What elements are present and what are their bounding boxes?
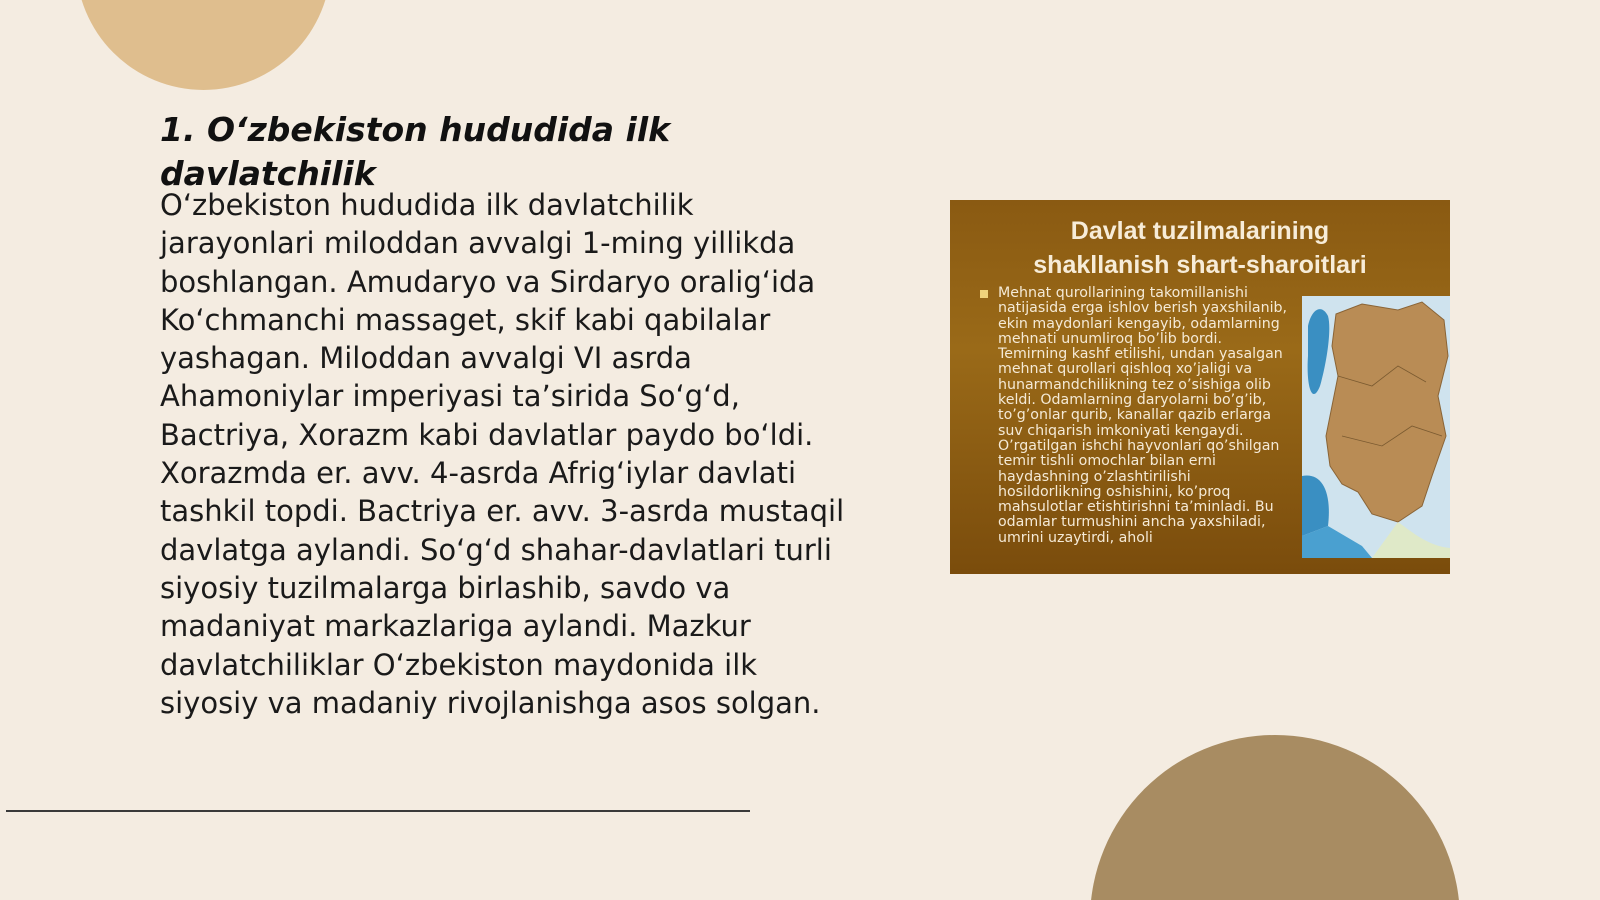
inset-title: Davlat tuzilmalarining shakllanish shart-sharoitlari bbox=[1033, 217, 1367, 279]
historical-map-image bbox=[1302, 296, 1450, 558]
decorative-circle-top bbox=[76, 0, 331, 90]
slide-body-text: O‘zbekiston hududida ilk davlatchilik jarayonlari miloddan avvalgi 1-ming yillikda boshlangan. Amudaryo va Sirdaryo oralig‘ida Ko‘chmanchi massaget, skif kabi qabilalar yashagan. Miloddan avvalgi VI asrda Ahamoniylar imperiyasi ta’sirida So‘g‘d, Bactriya, Xorazm kabi davlatlar paydo bo‘ldi. Xorazmda er. avv. 4-asrda Afrig‘iylar davlati tashkil topdi. Bactriya er. avv. 3-asrda mustaqil davlatga aylandi. So‘g‘d shahar-davlatlari turli siyosiy tuzilmalarga birlashib, savdo va madaniyat markazlariga aylandi. Mazkur davlatchiliklar O‘zbekiston maydonida ilk siyosiy va madaniy rivojlanishga asos solgan. bbox=[160, 188, 845, 720]
inset-bullet-text: Mehnat qurollarining takomillanishi natijasida erga ishlov berish yaxshilanib, ekin maydonlari kengayib, odamlarning mehnati unumliroq bo’lib bordi. Temirning kashf etilishi, undan yasalgan mehnat qurollari qishloq xo’jaligi va hunarmandchilikning tez o’sishiga olib keldi. Odamlarning daryolarni bo’g’ib, to’g’onlar qurib, kanallar qazib erlarga suv chiqarish imkoniyati kengaydi. O’rgatilgan ishchi hayvonlari qo’shilgan temir tishli omochlar bilan erni haydashning o’zlashtirilishi hosildorlikning oshishini, ko’proq mahsulotlar etishtirishni ta’minladi. Bu odamlar turmushini ancha yaxshiladi, umrini uzaytirdi, aholi bbox=[998, 286, 1288, 546]
inset-slide-image bbox=[950, 200, 1450, 574]
slide-title: 1. O‘zbekiston hududida ilk davlatchilik bbox=[160, 110, 671, 193]
decorative-circle-bottom bbox=[1090, 735, 1460, 900]
horizontal-divider bbox=[6, 810, 750, 812]
inset-bullet-icon bbox=[980, 290, 988, 298]
